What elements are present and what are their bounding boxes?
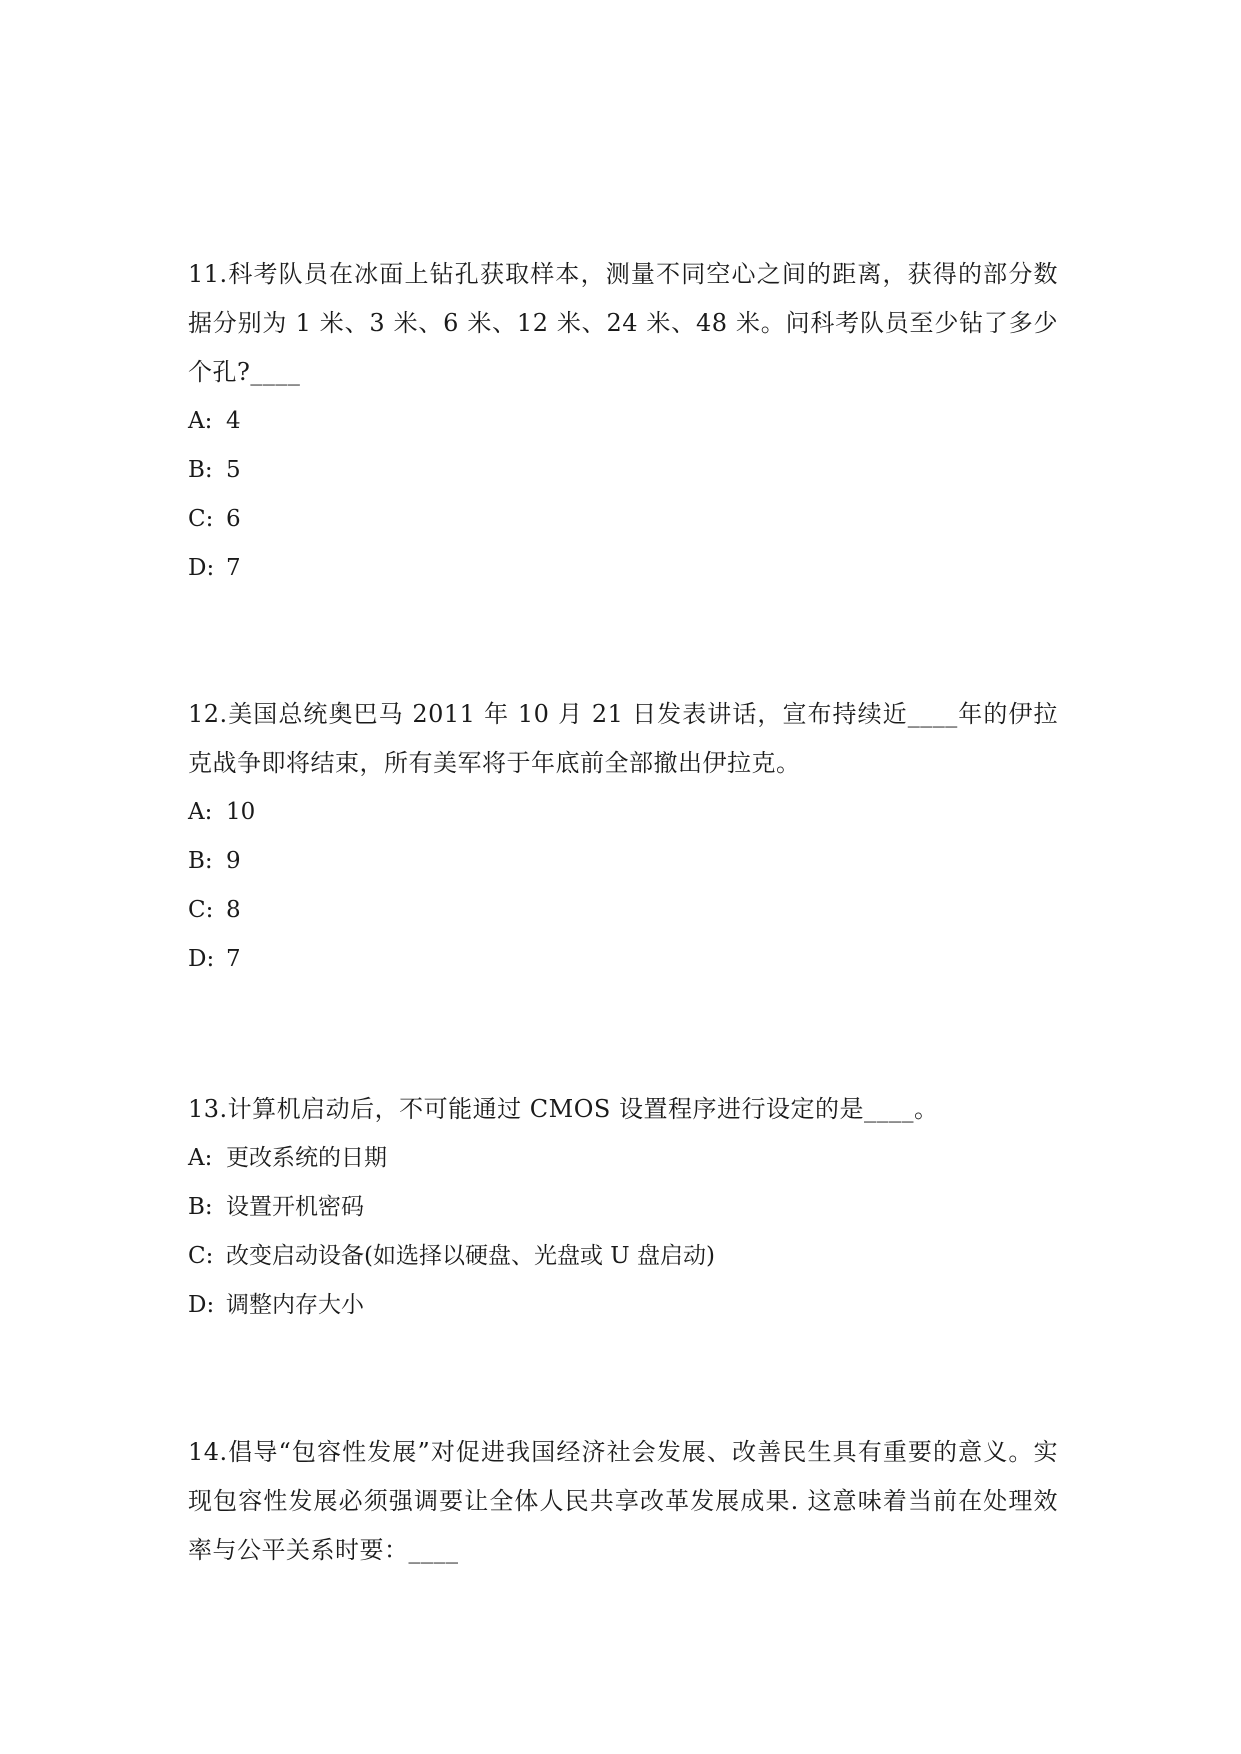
option-d [188,1281,1058,1330]
option-text: 8 [226,897,241,923]
question-11 [188,250,1058,593]
question-stem: 12.美国总统奥巴马 2011 年 10 月 21 日发表讲话，宣布持续近____年的伊拉克战争即将结束，所有美军将于年底前全部撤出伊拉克。 [188,700,1058,777]
option-text: 7 [226,946,241,972]
option-letter: A: [188,1145,213,1171]
option-letter: D: [188,1292,215,1318]
option-letter: C: [188,506,214,532]
option-text: 10 [226,799,256,825]
option-text: 更改系统的日期 [226,1145,387,1171]
question-12 [188,690,1058,984]
option-letter: B: [188,1194,213,1220]
option-text: 7 [226,555,241,581]
option-a [188,397,1058,446]
option-letter: C: [188,897,214,923]
option-c [188,1232,1058,1281]
option-a [188,1134,1058,1183]
option-letter: B: [188,457,213,483]
option-text: 改变启动设备(如选择以硬盘、光盘或 U 盘启动) [226,1243,715,1269]
option-text: 4 [226,408,241,434]
option-text: 5 [226,457,241,483]
option-text: 6 [226,506,241,532]
option-b [188,1183,1058,1232]
question-stem: 13.计算机启动后，不可能通过 CMOS 设置程序进行设定的是____。 [188,1095,939,1123]
option-c [188,495,1058,544]
option-b [188,837,1058,886]
option-letter: D: [188,946,215,972]
option-b [188,446,1058,495]
option-a [188,788,1058,837]
question-14 [188,1428,1058,1575]
question-13 [188,1085,1058,1330]
option-letter: B: [188,848,213,874]
option-letter: D: [188,555,215,581]
option-letter: A: [188,408,213,434]
option-text: 调整内存大小 [226,1292,364,1318]
option-text: 9 [226,848,241,874]
option-letter: A: [188,799,213,825]
option-text: 设置开机密码 [226,1194,364,1220]
option-c [188,886,1058,935]
option-d [188,544,1058,593]
option-d [188,935,1058,984]
question-stem: 14.倡导“包容性发展”对促进我国经济社会发展、改善民生具有重要的意义。实现包容性发展必须强调要让全体人民共享改革发展成果. 这意味着当前在处理效率与公平关系时要：____ [188,1438,1058,1564]
question-stem: 11.科考队员在冰面上钻孔获取样本，测量不同空心之间的距离，获得的部分数据分别为 1 米、3 米、6 米、12 米、24 米、48 米。问科考队员至少钻了多少个孔?____ [188,260,1058,386]
option-letter: C: [188,1243,214,1269]
